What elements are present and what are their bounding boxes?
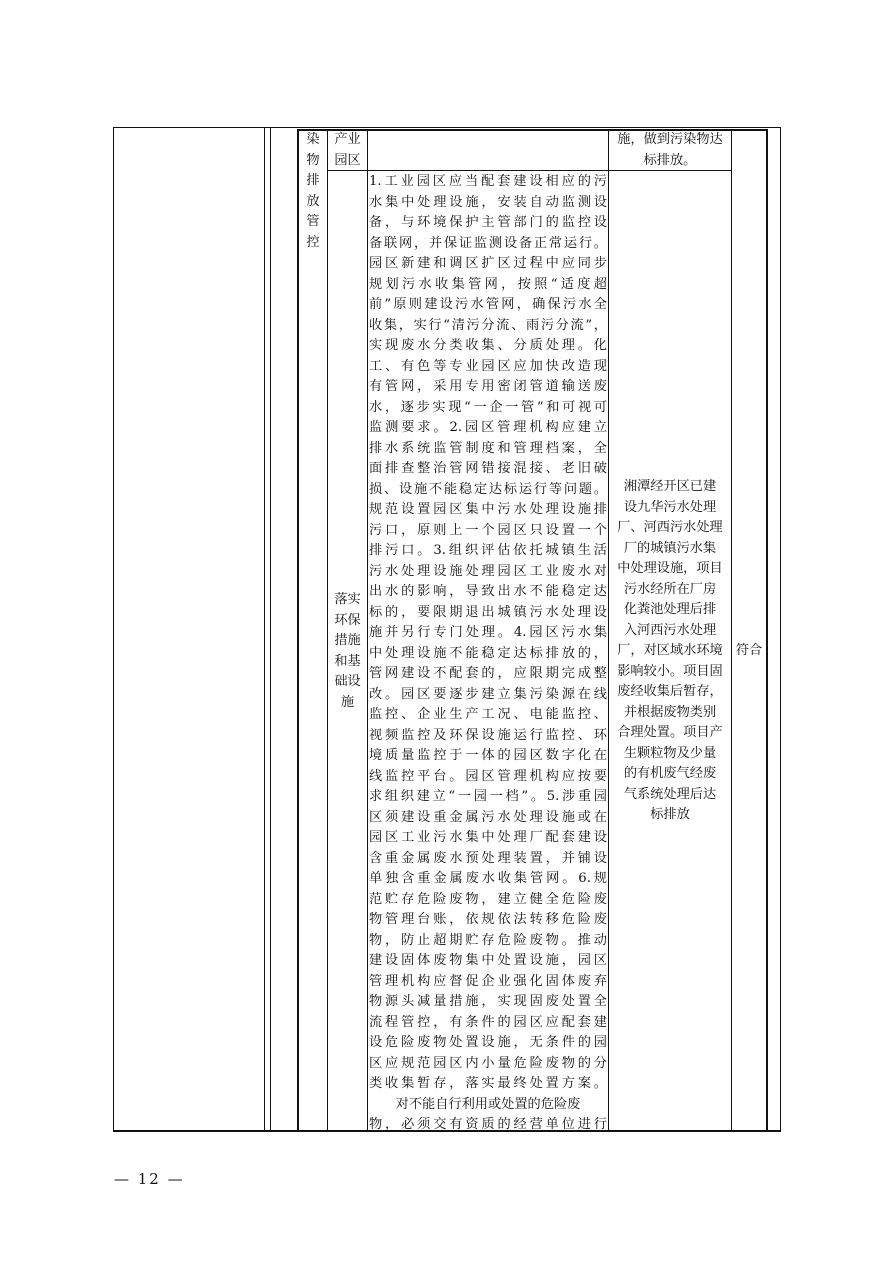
subcategory-top-cell: [328, 130, 367, 171]
requirement-line: 单独含重金属废水收集管网。6.规: [369, 871, 607, 886]
requirement-line: 物，防止超期贮存危险废物。推动: [369, 932, 607, 948]
border-left: [113, 127, 114, 1132]
requirement-line: 施并另行专门处理。4.园区污水集: [369, 625, 607, 640]
requirement-line: 对不能自行利用或处置的危险废: [395, 1096, 581, 1112]
requirement-line: 求组织建立“一园一档”。5.涉重园: [369, 789, 607, 804]
requirement-line: 中处理设施不能稳定达标排放的，: [369, 645, 607, 661]
requirement-line: 区应规范园区内小量危险废物的分: [369, 1055, 607, 1071]
requirement-line: 规范设置园区集中污水处理设施排: [369, 502, 607, 517]
category-char: 物: [306, 152, 320, 168]
subcategory-main-cell: [328, 590, 367, 713]
requirement-line: 视频监控及环保设施运行监控、环: [369, 727, 607, 743]
col-line-1: [264, 127, 265, 1132]
analysis-line: 废经收集后暂存，: [617, 684, 723, 699]
analysis-line: 施，做到污染物达: [617, 132, 723, 147]
analysis-line: 合理处置。项目产: [617, 725, 723, 740]
requirement-line: 管网建设不配套的，应限期完成整: [369, 666, 607, 681]
requirement-line: 实现废水分类收集、分质处理。化: [369, 338, 607, 353]
requirement-line: 工、有色等专业园区应加快改造现: [369, 358, 607, 374]
analysis-line: 污水经所在厂房: [623, 581, 717, 597]
requirement-line: 收集，实行“清污分流、雨污分流”，: [369, 317, 607, 333]
category-char: 排: [306, 173, 320, 188]
requirement-line: 物管理台账，依规依法转移危险废: [369, 912, 607, 927]
requirement-line: 排污口。3.组织评估依托城镇生活: [369, 543, 607, 558]
analysis-line: 入河西污水处理: [623, 622, 717, 638]
requirement-line: 水集中处理设施，安装自动监测设: [369, 194, 607, 210]
requirement-line: 污水处理设施处理园区工业废水对: [369, 563, 607, 579]
requirement-line: 管理机构应督促企业强化固体废弃: [369, 973, 607, 989]
requirement-line: 面排查整治管网错接混接、老旧破: [369, 461, 607, 476]
requirement-line: 前”原则建设污水管网，确保污水全: [369, 297, 607, 312]
category-char: 控: [306, 234, 320, 250]
analysis-line: 厂、河西污水处理: [617, 520, 723, 535]
col-line-8: [766, 129, 768, 1132]
requirement-line: 园区工业污水集中处理厂配套建设: [369, 830, 607, 845]
requirement-line: 备，与环境保护主管部门的监控设: [369, 215, 607, 230]
requirement-line: 1.工业园区应当配套建设相应的污: [369, 174, 607, 189]
col-line-5: [367, 129, 368, 1132]
requirement-line: 污口，原则上一个园区只设置一个: [369, 522, 607, 538]
requirement-line: 设危险废物处置设施，无条件的园: [369, 1035, 607, 1050]
conformity-cell: [732, 641, 766, 662]
requirement-line: 范贮存危险废物，建立健全危险废: [369, 891, 607, 907]
col-line-7: [731, 129, 732, 1132]
analysis-line: 生颗粒物及少量: [623, 745, 717, 761]
subcategory-line: 环保: [334, 612, 361, 628]
requirement-line: 流程管控，有条件的园区应配套建: [369, 1014, 607, 1030]
analysis-line: 标排放: [650, 807, 690, 822]
category-char: 染: [306, 132, 320, 147]
subcategory-line: 施: [340, 694, 355, 710]
subcategory-line: 园区: [334, 152, 361, 168]
requirement-line: 出水的影响，导致出水不能稳定达: [369, 584, 607, 599]
conformity-text: 符合: [735, 643, 763, 658]
requirement-line: 境质量监控于一体的园区数字化在: [369, 748, 607, 763]
analysis-line: 的有机废气经废: [623, 766, 717, 781]
requirement-line: 标的，要限期退出城镇污水处理设: [369, 604, 607, 620]
requirement-line: 监测要求。2.园区管理机构应建立: [369, 420, 607, 435]
category-char: 管: [306, 214, 320, 229]
requirement-line: 园区新建和调区扩区过程中应同步: [369, 256, 607, 271]
requirement-line: 类收集暂存，落实最终处置方案。: [369, 1076, 607, 1091]
requirement-line: 物源头减量措施，实现固废处置全: [369, 994, 607, 1009]
table-top-border: [113, 127, 781, 128]
analysis-line: 气系统处理后达: [623, 786, 717, 802]
requirement-line: 改。园区要逐步建立集污染源在线: [369, 686, 607, 702]
requirement-cell: [369, 172, 607, 1136]
requirement-line: 建设固体废物集中处置设施，园区: [369, 953, 607, 968]
requirement-line: 含重金属废水预处理装置，并铺设: [369, 850, 607, 866]
analysis-line: 中处理设施，项目: [617, 561, 723, 576]
col-line-3: [297, 129, 299, 1132]
analysis-line: 设九华污水处理: [623, 499, 717, 515]
top-analysis-cell: [609, 130, 731, 171]
subcategory-line: 措施: [334, 633, 361, 648]
analysis-line: 厂，对区域水环境: [617, 643, 723, 658]
requirement-line: 排水系统监管制度和管理档案，全: [369, 440, 607, 456]
requirement-line: 规划污水收集管网，按照“适度超: [369, 276, 607, 292]
analysis-cell: [609, 477, 731, 826]
requirement-line: 备联网，并保证监测设备正常运行。: [369, 235, 607, 251]
requirement-line: 有管网，采用专用密闭管道输送废: [369, 379, 607, 394]
analysis-line: 并根据废物类别: [623, 704, 717, 720]
requirement-line: 损、设施不能稳定达标运行等问题。: [369, 481, 607, 497]
analysis-line: 标排放。: [643, 152, 697, 168]
subcategory-line: 础设: [334, 674, 361, 689]
category-cell: [299, 130, 327, 253]
col-line-2: [270, 127, 271, 1132]
requirement-line: 物，必须交有资质的经营单位进行: [369, 1117, 607, 1132]
subcategory-line: 产业: [334, 132, 361, 147]
requirement-line: 水，逐步实现“一企一管”和可视可: [369, 399, 607, 415]
analysis-line: 化粪池处理后排: [623, 602, 717, 617]
category-char: 放: [306, 193, 320, 209]
subcategory-line: 和基: [334, 653, 361, 669]
border-right: [780, 127, 781, 1132]
analysis-line: 厂的城镇污水集: [623, 540, 717, 556]
subcategory-line: 落实: [334, 592, 361, 607]
page-number: — 12 —: [114, 1170, 185, 1188]
analysis-line: 湘潭经开区已建: [623, 479, 717, 494]
analysis-line: 影响较小。项目固: [617, 663, 723, 679]
requirement-line: 线监控平台。园区管理机构应按要: [369, 768, 607, 784]
requirement-line: 监控、企业生产工况、电能监控、: [369, 707, 607, 722]
requirement-line: 区须建设重金属污水处理设施或在: [369, 809, 607, 825]
